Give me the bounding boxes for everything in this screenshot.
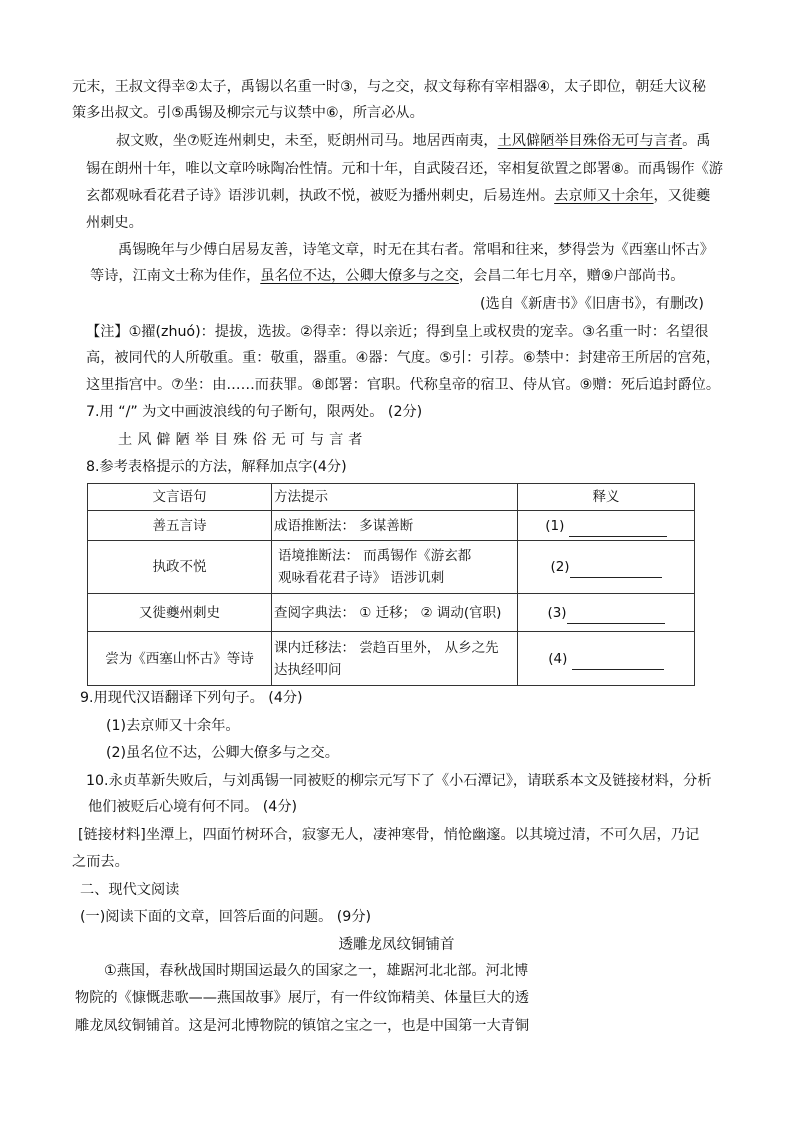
hint-text: 达执经叩问 xyxy=(274,661,342,678)
question-9-sentence-1: (1)去京师又十余年。 xyxy=(106,718,240,734)
answer-label: (4) xyxy=(548,650,568,667)
passage-line-5 xyxy=(86,186,710,206)
hint-text: 课内迁移法： 尝趋百里外， 从乡之先 xyxy=(274,639,499,656)
article-line-1: ①燕国，春秋战国时期国运最久的国家之一，雄踞河北北部。河北博 xyxy=(104,963,529,979)
phrase-cell: 又徙夔州刺史 xyxy=(88,594,272,632)
passage-text: ，又徙夔 xyxy=(653,188,711,204)
passage-line-1: 元末，王叔文得幸②太子，禹锡以名重一时③，与之交，叔文每称有宰相器④，太子即位，朝廷大议秘 xyxy=(72,79,707,95)
passage-text: 叔文败，坐⑦贬连州刺史，未至，贬朗州司马。地居西南夷， xyxy=(116,133,498,149)
underlined-sentence-2: 虽名位不达，公卿大僚多与之交 xyxy=(260,268,459,284)
answer-cell xyxy=(518,594,695,632)
question-8: 8.参考表格提示的方法，解释加点字(4分) xyxy=(86,459,347,475)
underlined-sentence-1: 去京师又十余年 xyxy=(554,188,654,204)
answer-blank-4[interactable] xyxy=(572,655,664,670)
hint-cell xyxy=(272,632,518,686)
question-10-line-1: 10.永贞革新失败后，与刘禹锡一同被贬的柳宗元写下了《小石潭记》，请联系本文及链接材料，分析 xyxy=(86,773,712,789)
section-instructions: (一)阅读下面的文章，回答后面的问题。 (9分) xyxy=(80,909,372,925)
answer-cell xyxy=(518,541,695,594)
passage-line-2: 策多出叔文。引⑤禹锡及柳宗元与议禁中⑥，所言必从。 xyxy=(72,105,424,121)
table-row xyxy=(88,541,695,594)
hint-text: 语境推断法： 而禹锡作《游玄都 xyxy=(278,548,472,564)
question-7: 7.用 “/” 为文中画波浪线的句子断句，限两处。 (2分) xyxy=(86,404,423,420)
answer-blank-3[interactable] xyxy=(567,609,665,624)
passage-text: 。禹 xyxy=(682,133,711,149)
phrase-cell: 善五言诗 xyxy=(88,511,272,541)
notes-line-2: 高，被同代的人所敬重。重：敬重，器重。④器：气度。⑤引：引荐。⑥禁中：封建帝王所居的宫苑， xyxy=(86,350,721,366)
phrase-cell: 执政不悦 xyxy=(88,541,272,594)
hint-text: 观咏看花君子诗》 语涉讥刺 xyxy=(278,570,445,586)
hint-cell xyxy=(272,541,518,594)
hint-text: 查阅字典法： ① 迁移； ② 调动(官职) xyxy=(274,604,502,621)
phrase-cell: 尝为《西塞山怀古》等诗 xyxy=(88,632,272,686)
table-row xyxy=(88,594,695,632)
question-9-sentence-2: (2)虽名位不达，公卿大僚多与之交。 xyxy=(106,745,339,761)
hint-cell xyxy=(272,594,518,632)
link-material-line-2: 之而去。 xyxy=(72,854,129,870)
question-9: 9.用现代汉语翻译下列句子。 (4分) xyxy=(80,690,303,706)
passage-text: 玄都观咏看花君子诗》语涉讥刺，执政不悦，被贬为播州刺史，后易连州。 xyxy=(86,188,555,204)
hint-cell xyxy=(272,511,518,541)
passage-text: ，会昌二年七月卒，赠⑨户部尚书。 xyxy=(458,268,685,284)
answer-label: (3) xyxy=(547,604,567,621)
passage-line-7: 禹锡晚年与少傅白居易友善，诗笔文章，时无在其右者。常唱和往来，梦得尝为《西塞山怀古》 xyxy=(118,242,714,258)
table-header-row xyxy=(88,484,695,511)
article-title: 透雕龙凤纹铜铺首 xyxy=(338,937,455,953)
passage-line-4: 锡在朗州十年，唯以文章吟咏陶冶性情。元和十年，自武陵召还，宰相复欲置之郎署⑧。而禹锡作《游 xyxy=(86,161,723,177)
table-row xyxy=(88,632,695,686)
section-heading: 二、现代文阅读 xyxy=(80,882,180,898)
table-header: 文言语句 xyxy=(88,484,272,511)
answer-label: (1) xyxy=(545,517,565,534)
notes-line-3: 这里指宫中。⑦坐：由……而获罪。⑧郎署：官职。代称皇帝的宿卫、侍从官。⑨赠：死后追封爵位。 xyxy=(86,377,721,393)
question-7-sentence: 土风僻陋举目殊俗无可与言者 xyxy=(118,432,368,448)
passage-line-6: 州刺史。 xyxy=(86,215,143,231)
wavy-underlined-sentence: 土风僻陋举目殊俗无可与言者 xyxy=(497,133,683,149)
question-10-line-2: 他们被贬后心境有何不同。 (4分) xyxy=(88,799,298,815)
table-row xyxy=(88,511,695,541)
notes-line-1: 【注】①擢(zhuó)：提拔，选拔。②得幸：得以亲近；得到皇上或权贵的宠幸。③名重一时：名望很 xyxy=(86,324,709,340)
article-line-2: 物院的《慷慨悲歌——燕国故事》展厅，有一件纹饰精美、体量巨大的透 xyxy=(75,990,530,1006)
table-header: 方法提示 xyxy=(272,484,518,511)
answer-cell xyxy=(518,511,695,541)
passage-line-3 xyxy=(116,131,710,151)
link-material-line-1: [链接材料]坐潭上，四面竹树环合，寂寥无人，凄神寒骨，悄怆幽邃。以其境过清，不可久居，乃记 xyxy=(78,827,700,843)
answer-blank-2[interactable] xyxy=(570,563,662,578)
hint-text: 成语推断法： 多谋善断 xyxy=(274,517,414,534)
table-header: 释义 xyxy=(518,484,695,511)
answer-cell xyxy=(518,632,695,686)
passage-text: 等诗，江南文士称为佳作， xyxy=(90,268,261,284)
passage-source: (选自《新唐书》《旧唐书》，有删改) xyxy=(480,296,704,312)
answer-label: (2) xyxy=(550,559,570,575)
answer-blank-1[interactable] xyxy=(569,522,667,537)
method-table xyxy=(87,483,695,686)
article-line-3: 雕龙凤纹铜铺首。这是河北博物院的镇馆之宝之一，也是中国第一大青铜 xyxy=(75,1018,530,1034)
passage-line-8 xyxy=(90,266,684,286)
